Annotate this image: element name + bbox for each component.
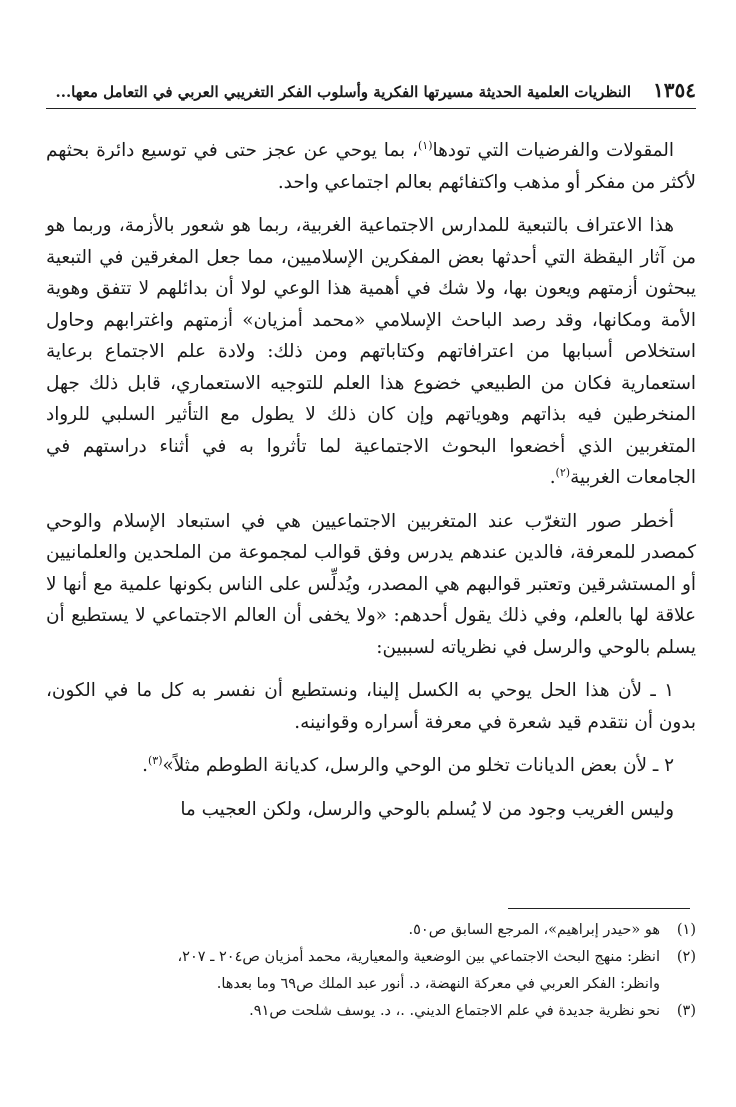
footnote-text: نحو نظرية جديدة في علم الاجتماع الديني. .، د. يوسف شلحت ص٩١. [249,1003,660,1019]
paragraph-4: وليس الغريب وجود من لا يُسلم بالوحي والرسل، ولكن العجيب ما [180,798,674,820]
footnote-ref-3[interactable]: (٣) [147,753,163,767]
body-text [46,135,696,825]
running-title: النظريات العلمية الحديثة مسيرتها الفكرية وأسلوب الفكر التغريبي العربي في التعامل معها... [55,83,632,101]
footnote-text: وانظر: الفكر العربي في معركة النهضة، د. أنور عبد الملك ص٦٩ وما بعدها. [216,976,660,992]
footnote-2 [46,944,696,998]
page-number: ١٣٥٤ [653,78,696,102]
paragraph-1-text-b: ، بما يوحي عن عجز حتى في توسيع دائرة بحثهم لأكثر من مفكر أو مذهب واكتفائهم بعالم اجتماعي واحد. [46,140,696,193]
paragraph-2 [46,210,696,494]
footnote-text: انظر: منهج البحث الاجتماعي بين الوضعية والمعيارية، محمد أمزيان ص٢٠٤ ـ ٢٠٧، [177,949,660,965]
paragraph-3: أخطر صور التغرّب عند المتغربين الاجتماعيين هي في استبعاد الإسلام والوحي كمصدر للمعرفة، فالدين عندهم يدرس وفق قوالب لمجموعة من الملحدين والعلمانيين أو المستشرقين وتعتبر قوالبهم هي المصدر، ويُدلِّس على الناس بكونها علمية مع أنها لا علاقة لها بالعلم، وفي ذلك يقول أحدهم: «ولا يخفى أن العالم الاجتماعي لا يستطيع أن يسلم بالوحي والرسل في نظرياته لسببين: [46,510,696,658]
list-item-2 [46,750,696,782]
footnote-number: (١) [676,922,696,938]
footnote-number: (٣) [676,1003,696,1019]
footnote-3 [46,998,696,1025]
footnote-ref-1[interactable]: (١) [417,138,433,152]
page [46,78,696,837]
list-item-2-text-b: . [142,755,148,776]
footnote-text: هو «حيدر إبراهيم»، المرجع السابق ص٥٠. [408,922,660,938]
footnote-separator [508,908,690,909]
footnote-1 [46,917,696,944]
paragraph-2-text-a: هذا الاعتراف بالتبعية للمدارس الاجتماعية الغربية، ربما هو شعور بالأزمة، وربما هو من آثار اليقظة التي أحدثها بعض المفكرين الإسلاميين، مما جعل المغرقين في التبعية يبحثون أزمتهم ويعون بها، ولا شك في أهمية هذا الوعي لولا أن بدائلهم لا تتفق وهوية الأمة ومكانها، وقد رصد الباحث الإسلامي «محمد أمزيان» أزمتهم واغترابهم وحاول استخلاص أسبابها من اعترافاتهم وكتاباتهم ومن ذلك: ولادة علم الاجتماع برعاية استعمارية فكان من الطبيعي خضوع هذا العلم للتوجيه الاستعماري، قابل ذلك جهل المنخرطين فيه بذاتهم وهوياتهم وإن كان ذلك لا يطول مع التأثير السلبي للرواد المتغربين الذي أخضعوا البحوث الاجتماعية لما تأثروا به في أثناء دراستهم في الجامعات الغربية [46,215,696,488]
footnote-number: (٢) [676,949,696,965]
list-item-1: ١ ـ لأن هذا الحل يوحي به الكسل إلينا، ونستطيع أن نفسر به كل ما في الكون، بدون أن نتقدم قيد شعرة في معرفة أسراره وقوانينه. [46,680,696,733]
footnote-ref-2[interactable]: (٢) [555,465,571,479]
paragraph-1-text-a: المقولات والفرضيات التي تودها [432,140,674,161]
paragraph-2-text-b: . [549,467,556,488]
running-header [46,78,696,109]
list-item-2-text-a: ٢ ـ لأن بعض الديانات تخلو من الوحي والرسل، كديانة الطوطم مثلاً» [162,755,674,776]
footnotes [46,917,696,1025]
paragraph-1 [46,135,696,198]
